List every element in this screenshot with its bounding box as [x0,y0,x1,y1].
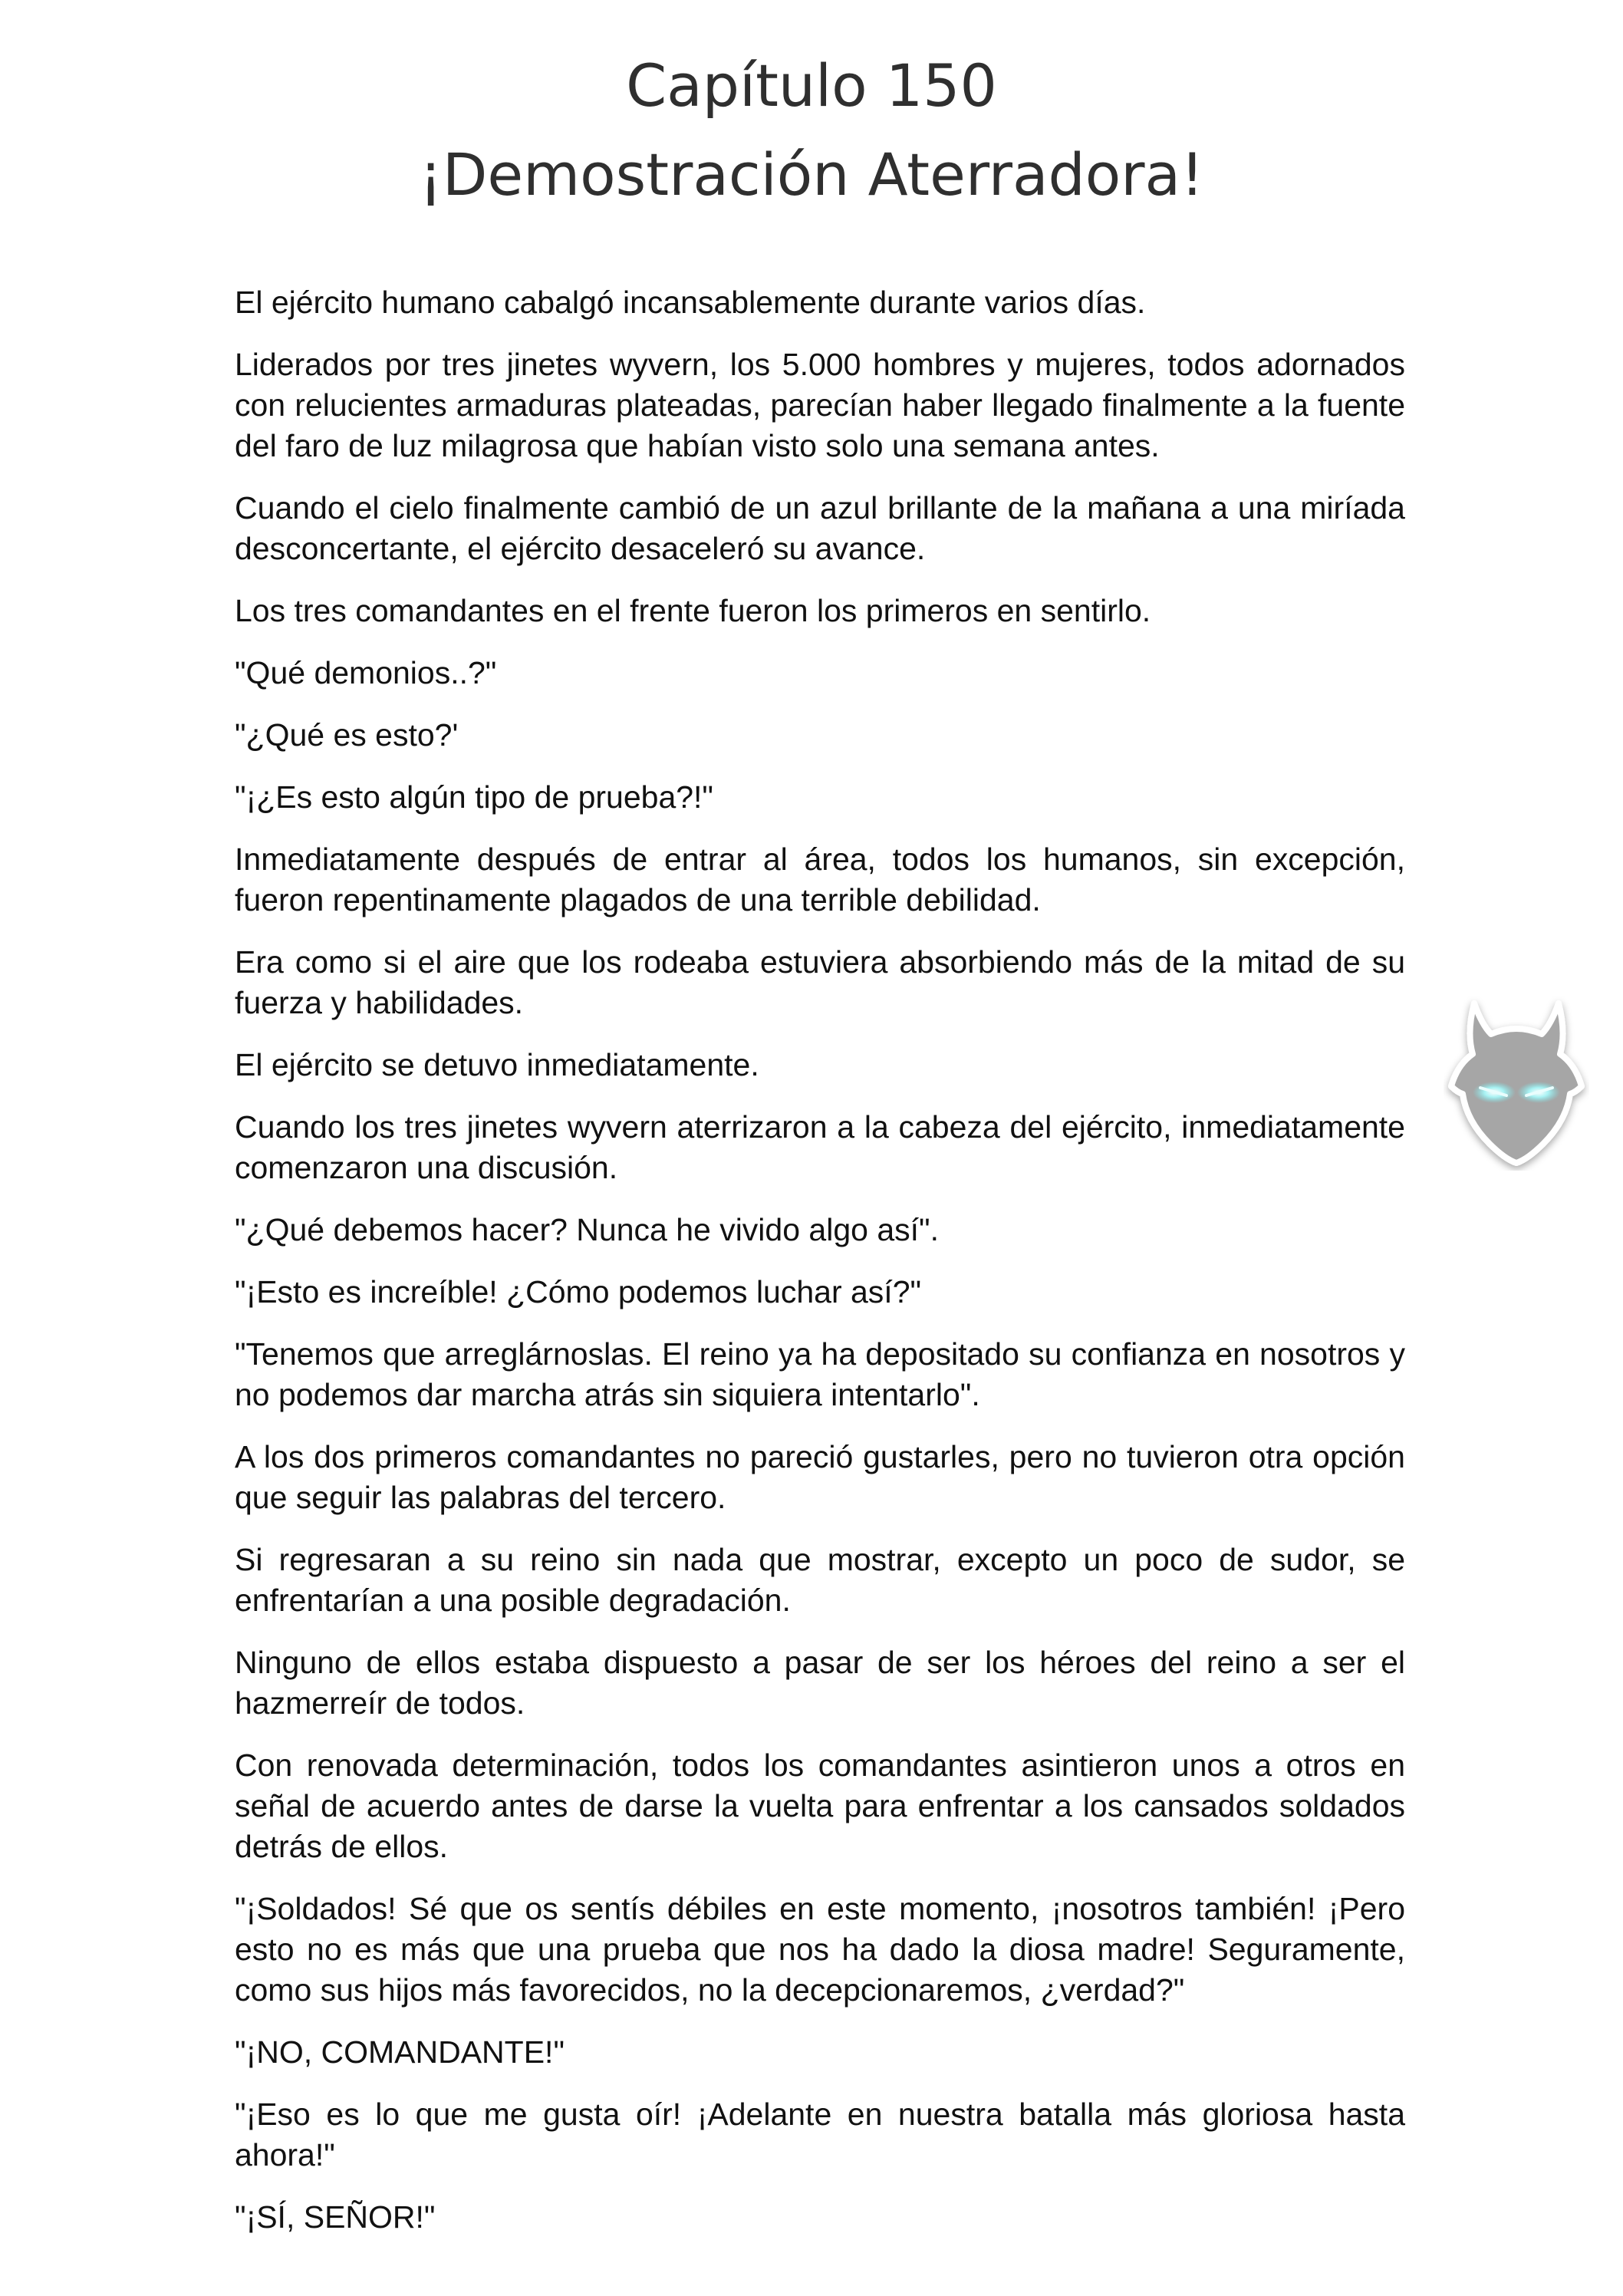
paragraph: Si regresaran a su reino sin nada que mostrar, excepto un poco de sudor, se enfrentarían a una posible degradación. [235,1542,1405,1618]
paragraph: El ejército se detuvo inmediatamente. [235,1047,759,1082]
paragraph: El ejército humano cabalgó incansablemente durante varios días. [235,285,1146,320]
paragraph: Inmediatamente después de entrar al área, todos los humanos, sin excepción, fueron repentinamente plagados de una terrible debilidad. [235,842,1405,917]
paragraph: "¡Esto es increíble! ¿Cómo podemos luchar así?" [235,1274,922,1309]
paragraph: "¡Eso es lo que me gusta oír! ¡Adelante en nuestra batalla más gloriosa hasta ahora!" [235,2097,1405,2172]
paragraph: "¿Qué es esto?' [235,717,459,753]
paragraph: "¡NO, COMANDANTE!" [235,2034,565,2070]
chapter-title: ¡Demostración Aterradora! [419,140,1204,209]
demon-head-logo-icon [1444,994,1589,1171]
paragraph: Era como si el aire que los rodeaba estuviera absorbiendo más de la mitad de su fuerza y habilidades. [235,944,1405,1020]
paragraph: Cuando el cielo finalmente cambió de un azul brillante de la mañana a una miríada desconcertante, el ejército desaceleró su avance. [235,490,1405,566]
paragraph: "Tenemos que arreglárnoslas. El reino ya ha depositado su confianza en nosotros y no podemos dar marcha atrás sin siquiera intentarlo". [235,1336,1405,1412]
paragraph: "¡SÍ, SEÑOR!" [235,2199,436,2235]
paragraph: Ninguno de ellos estaba dispuesto a pasar de ser los héroes del reino a ser el hazmerreír de todos. [235,1645,1405,1721]
paragraph: Cuando los tres jinetes wyvern aterrizaron a la cabeza del ejército, inmediatamente comenzaron una discusión. [235,1109,1405,1185]
paragraph: "¡Soldados! Sé que os sentís débiles en este momento, ¡nosotros también! ¡Pero esto no es más que una prueba que nos ha dado la diosa madre! Seguramente, como sus hijos más favorecidos, no la decepcionaremos, ¿verdad?" [235,1891,1405,2008]
demon-head-shape [1451,1003,1582,1163]
paragraph: "¡¿Es esto algún tipo de prueba?!" [235,779,713,815]
paragraph: Los tres comandantes en el frente fueron los primeros en sentirlo. [235,593,1151,628]
paragraph: A los dos primeros comandantes no pareció gustarles, pero no tuvieron otra opción que seguir las palabras del tercero. [235,1439,1405,1515]
chapter-number: Capítulo 150 [626,51,997,120]
chapter-body [235,282,1405,2259]
paragraph: "Qué demonios..?" [235,655,497,690]
paragraph: Liderados por tres jinetes wyvern, los 5.000 hombres y mujeres, todos adornados con relucientes armaduras plateadas, parecían haber llegado finalmente a la fuente del faro de luz milagrosa que habían visto solo una semana antes. [235,347,1405,463]
chapter-heading [0,41,1623,219]
paragraph: "¿Qué debemos hacer? Nunca he vivido algo así". [235,1212,939,1247]
paragraph: Con renovada determinación, todos los comandantes asintieron unos a otros en señal de acuerdo antes de darse la vuelta para enfrentar a los cansados soldados detrás de ellos. [235,1748,1405,1864]
